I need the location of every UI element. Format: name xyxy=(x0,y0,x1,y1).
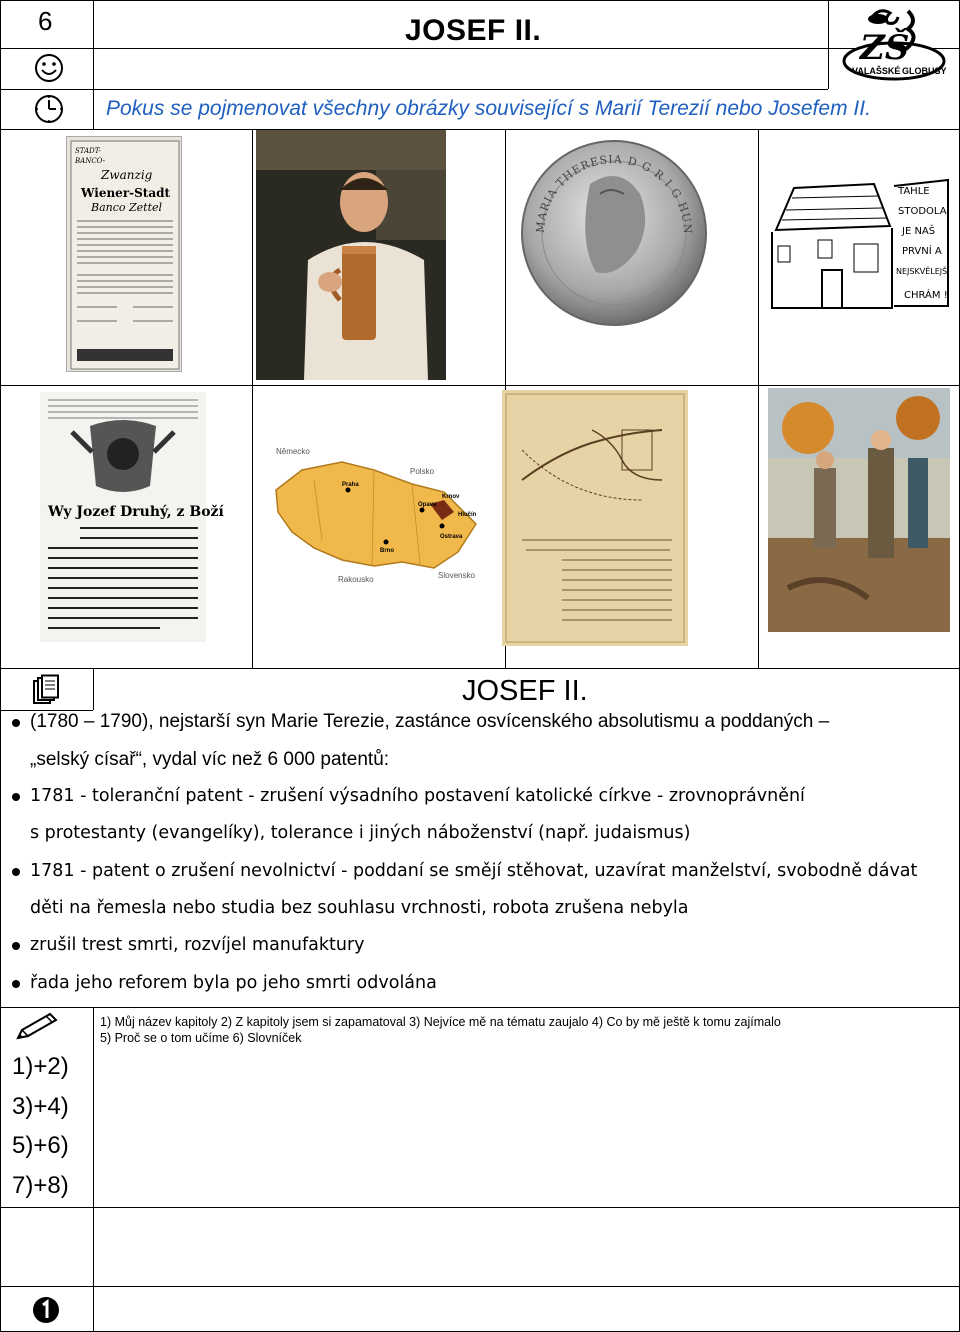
czech-map-image xyxy=(262,440,494,606)
divider-v xyxy=(252,129,253,385)
logo-text-left: VALAŠSKÉ xyxy=(852,66,901,76)
bullet-text: řada jeho reforem byla po jeho smrti odvolána xyxy=(30,973,437,993)
school-logo xyxy=(838,5,950,85)
divider-v xyxy=(93,0,94,129)
divider xyxy=(0,385,960,386)
barn-text: PRVNÍ A xyxy=(902,246,942,257)
barn-drawing xyxy=(762,170,954,320)
book-icon xyxy=(28,675,60,707)
coin-legend: MARIA THERESIA D G R I G HUN xyxy=(533,152,695,235)
old-plan-image xyxy=(502,390,688,646)
bullet-dot xyxy=(12,793,20,801)
divider xyxy=(0,48,960,49)
page-number: 6 xyxy=(38,6,53,36)
divider xyxy=(0,129,960,130)
exercise-item: 1)+2) xyxy=(12,1053,69,1080)
bullet-text: 1781 - patent o zrušení nevolnictví - poddaní se smějí stěhovat, uzavírat manželství, svobodně dávat xyxy=(30,861,918,881)
banknote-line: STADT- xyxy=(75,147,101,155)
divider xyxy=(0,1007,960,1008)
border-top xyxy=(0,0,960,1)
decree-document-image xyxy=(40,392,224,642)
exercise-item: 3)+4) xyxy=(12,1093,69,1120)
banknote-line: Zwanzig xyxy=(101,168,153,182)
bullet-text: 1781 - toleranční patent - zrušení výsadního postavení katolické církve - zrovnoprávnění xyxy=(30,786,805,806)
exercise-hint: 5) Proč se o tom učíme 6) Slovníček xyxy=(100,1031,302,1045)
map-label: Polsko xyxy=(410,467,435,476)
exercise-hint: 1) Můj název kapitoly 2) Z kapitoly jsem si zapamatoval 3) Nejvíce mě na tématu zaujalo 4) Co by mě ještě k tomu zajímalo xyxy=(100,1015,781,1029)
bullet-dot xyxy=(12,942,20,950)
border-left xyxy=(0,0,1,1332)
map-label: Praha xyxy=(342,482,359,488)
bullet-text: s protestanty (evangelíky), tolerance i jiných náboženství (např. judaismus) xyxy=(30,823,691,843)
divider xyxy=(0,89,828,90)
pencil-icon xyxy=(14,1012,58,1042)
map-label: Brno xyxy=(380,548,394,554)
map-label: Rakousko xyxy=(338,575,374,584)
bullet-text: zrušil trest smrti, rozvíjel manufaktury xyxy=(30,935,365,955)
coin-image xyxy=(520,134,708,332)
banknote-image xyxy=(66,136,182,372)
plowing-painting-image xyxy=(768,388,950,632)
map-label: Ostrava xyxy=(440,534,463,540)
barn-text: TAHLE xyxy=(898,186,930,197)
divider-v xyxy=(758,385,759,668)
task-instruction: Pokus se pojmenovat všechny obrázky související s Marií Terezií nebo Josefem II. xyxy=(106,97,871,120)
divider-v xyxy=(93,668,94,710)
clock-icon xyxy=(34,94,64,124)
smiley-icon xyxy=(34,53,64,83)
banknote-line: Banco Zettel xyxy=(91,201,163,214)
bullet-dot xyxy=(12,719,20,727)
page-title: JOSEF II. xyxy=(405,14,542,47)
barn-text: STODOLA xyxy=(898,206,947,217)
bullet-text: děti na řemesla nebo studia bez souhlasu vrchnosti, robota zrušena nebyla xyxy=(30,898,689,918)
divider xyxy=(0,668,960,669)
divider xyxy=(0,1207,960,1208)
divider xyxy=(0,1286,960,1287)
logo-text-right: GLOBUSY xyxy=(902,66,947,76)
bullet-text: „selský císař“, vydal víc než 6 000 patentů: xyxy=(30,749,390,770)
bullet-dot xyxy=(12,868,20,876)
decree-heading: Wy Jozef Druhý, z Boží xyxy=(48,504,224,520)
banknote-line: BANCO- xyxy=(75,157,106,165)
section-title: JOSEF II. xyxy=(462,675,588,707)
map-label: Slovensko xyxy=(438,571,475,580)
bullet-dot xyxy=(12,980,20,988)
map-label: Hlučín xyxy=(458,512,477,518)
divider-v xyxy=(252,385,253,668)
barn-text: NEJSKVĚLEJŠÍ xyxy=(896,267,950,276)
man-with-jug-photo xyxy=(256,130,446,380)
banknote-line: Wiener-Stadt xyxy=(81,186,171,200)
map-label: Německo xyxy=(276,447,310,456)
barn-text: JE NAŠ xyxy=(902,226,936,237)
barn-text: CHRÁM ! xyxy=(904,290,948,301)
exercise-item: 5)+6) xyxy=(12,1132,69,1159)
bullet-text: (1780 – 1790), nejstarší syn Marie Terezie, zastánce osvícenského absolutismu a poddaných – xyxy=(30,711,830,732)
divider-v xyxy=(828,0,829,89)
map-label: Opava xyxy=(418,502,437,508)
divider-v xyxy=(505,129,506,385)
exercise-item: 7)+8) xyxy=(12,1172,69,1199)
divider-v xyxy=(758,129,759,385)
divider-v xyxy=(93,1007,94,1332)
map-label: Krnov xyxy=(442,494,460,500)
number-one-icon xyxy=(32,1296,60,1324)
logo-letters: ZŠ xyxy=(860,28,910,68)
